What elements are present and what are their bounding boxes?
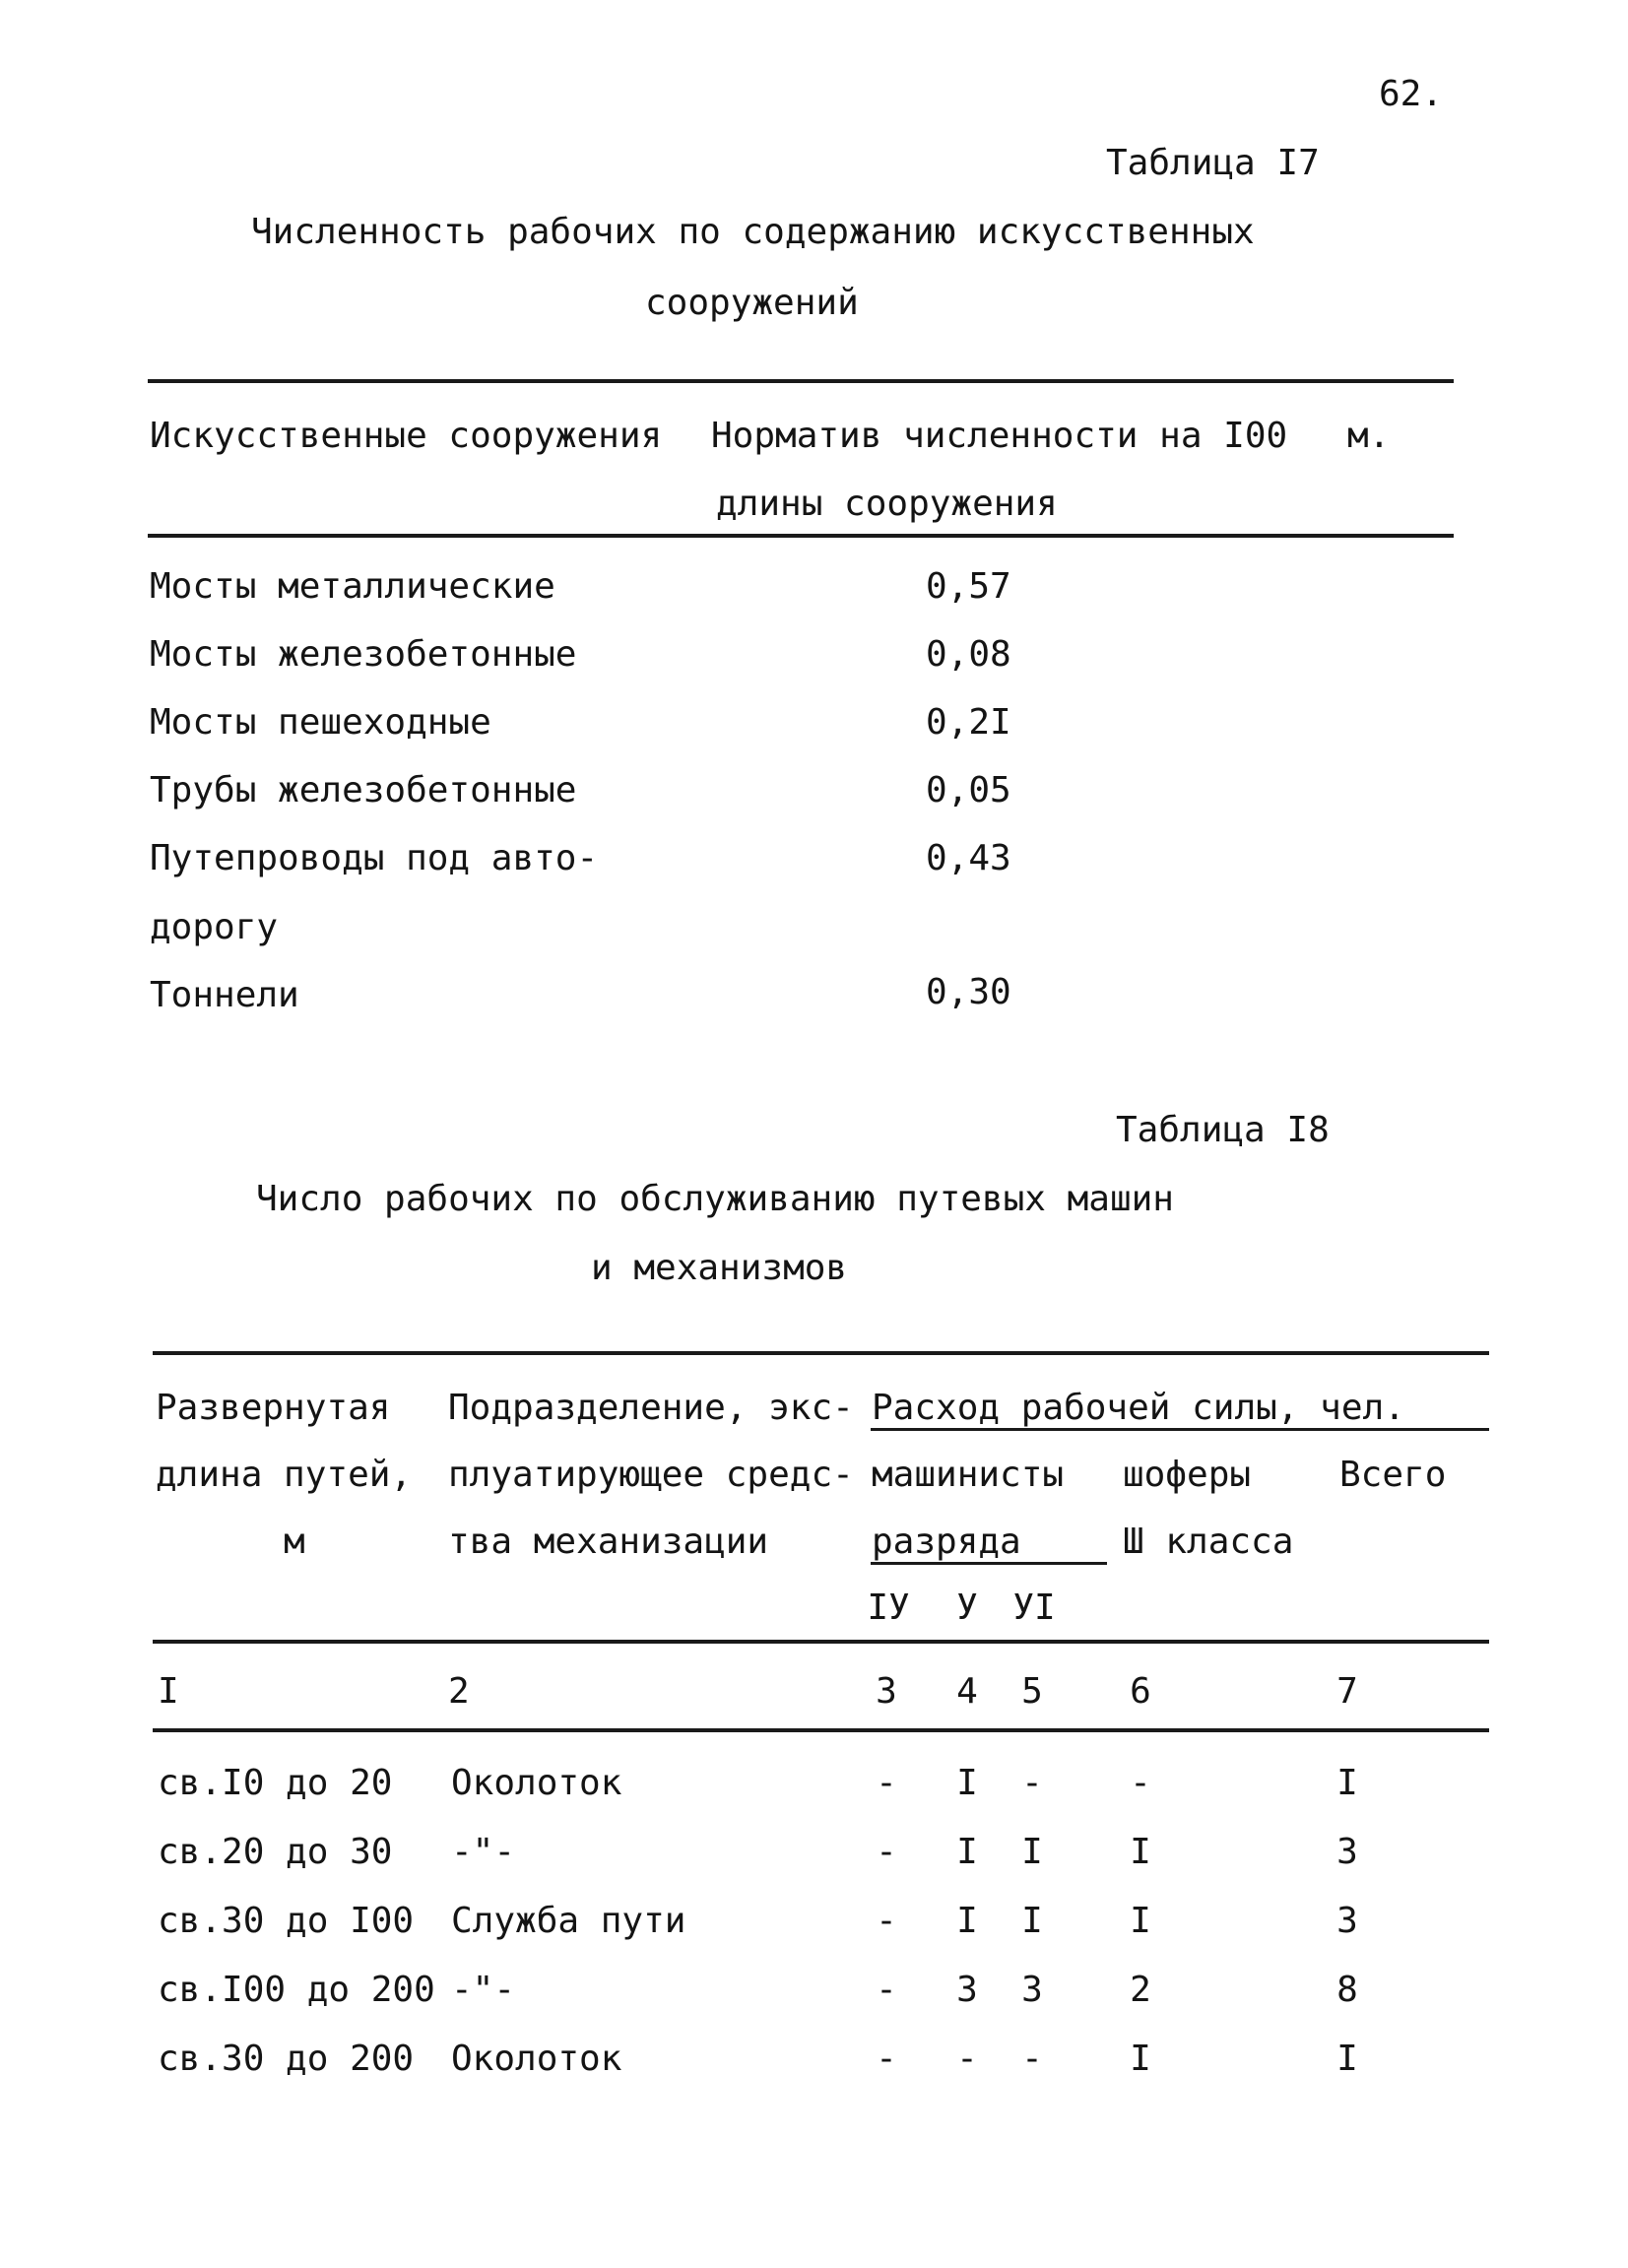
rank-6-count: - [1021, 2039, 1043, 2079]
subdivision: -"- [451, 1832, 516, 1872]
table-17-top-rule [148, 379, 1454, 383]
total-count: I [1336, 1763, 1358, 1803]
structure-name: Тоннели [150, 975, 299, 1015]
header-rank: разряда [872, 1522, 1021, 1562]
structure-value: 0,43 [926, 838, 1011, 878]
table-17-title-line1: Численность рабочих по содержанию искусственных [251, 212, 1255, 252]
structure-value: 0,30 [926, 972, 1011, 1012]
structure-value: 0,05 [926, 770, 1011, 810]
header-rank-underline [871, 1562, 1107, 1565]
rank-4-count: - [876, 1832, 897, 1872]
header-subdivision-line2: плуатирующее средс- [448, 1455, 854, 1495]
header-labor-group-underline [871, 1428, 1489, 1431]
subdivision: -"- [451, 1970, 516, 2010]
table-18-title-line2: и механизмов [591, 1248, 848, 1288]
column-number: 6 [1130, 1671, 1151, 1712]
total-count: I [1336, 2039, 1358, 2079]
rank-5-count: I [956, 1901, 978, 1941]
header-length-line1: Развернутая [156, 1388, 391, 1428]
subdivision: Служба пути [451, 1901, 686, 1941]
total-count: 8 [1336, 1970, 1358, 2010]
table-17-header-rule [148, 534, 1454, 538]
column-number: 7 [1336, 1671, 1358, 1712]
table-17-header-col2-line1: Норматив численности на I00 [711, 416, 1288, 456]
rank-4-count: - [876, 1763, 897, 1803]
header-rank-4: IУ [867, 1588, 910, 1628]
table-18-numbers-rule [153, 1728, 1489, 1732]
table-18-top-rule [153, 1351, 1489, 1355]
table-17-header-col1: Искусственные сооружения [150, 416, 663, 456]
rank-5-count: 3 [956, 1970, 978, 2010]
track-length: св.30 до 200 [158, 2039, 415, 2079]
rank-6-count: I [1021, 1832, 1043, 1872]
column-number: 4 [956, 1671, 978, 1712]
header-length-line2: длина путей, [156, 1455, 413, 1495]
structure-name: Путепроводы под авто- [150, 838, 599, 878]
structure-name: Мосты металлические [150, 566, 555, 607]
column-number: I [158, 1671, 179, 1712]
structure-name: Трубы железобетонные [150, 770, 577, 810]
drivers-count: I [1130, 1832, 1151, 1872]
track-length: св.30 до I00 [158, 1901, 415, 1941]
rank-4-count: - [876, 1901, 897, 1941]
table-18-title-line1: Число рабочих по обслуживанию путевых машин [256, 1179, 1174, 1219]
rank-6-count: - [1021, 1763, 1043, 1803]
structure-name: Мосты железобетонные [150, 634, 577, 675]
drivers-count: 2 [1130, 1970, 1151, 2010]
table-17-header-col2-unit: м. [1347, 416, 1391, 456]
header-subdivision-line1: Подразделение, экс- [448, 1388, 854, 1428]
subdivision: Околоток [451, 2039, 622, 2079]
rank-4-count: - [876, 2039, 897, 2079]
column-number: 2 [448, 1671, 470, 1712]
structure-name-continuation: дорогу [150, 907, 279, 947]
drivers-count: I [1130, 2039, 1151, 2079]
drivers-count: - [1130, 1763, 1151, 1803]
table-17-title-line2: сооружений [645, 283, 859, 323]
structure-value: 0,2I [926, 702, 1011, 743]
rank-6-count: I [1021, 1901, 1043, 1941]
rank-5-count: I [956, 1832, 978, 1872]
structure-value: 0,08 [926, 634, 1011, 675]
header-machinists: машинисты [872, 1455, 1065, 1495]
header-drivers-class: Ш класса [1123, 1522, 1294, 1562]
rank-5-count: I [956, 1763, 978, 1803]
total-count: 3 [1336, 1832, 1358, 1872]
drivers-count: I [1130, 1901, 1151, 1941]
track-length: св.I00 до 200 [158, 1970, 435, 2010]
table-18-label: Таблица I8 [1116, 1110, 1330, 1150]
header-length-unit: м [284, 1522, 305, 1562]
track-length: св.20 до 30 [158, 1832, 393, 1872]
rank-5-count: - [956, 2039, 978, 2079]
header-labor-group: Расход рабочей силы, чел. [872, 1388, 1405, 1428]
table-18-header-rule [153, 1640, 1489, 1644]
column-number: 3 [876, 1671, 897, 1712]
column-number: 5 [1021, 1671, 1043, 1712]
structure-value: 0,57 [926, 566, 1011, 607]
table-17-header-col2-line2: длины сооружения [716, 484, 1058, 524]
header-drivers: шоферы [1123, 1455, 1252, 1495]
rank-6-count: 3 [1021, 1970, 1043, 2010]
structure-name: Мосты пешеходные [150, 702, 491, 743]
table-17-label: Таблица I7 [1106, 143, 1320, 183]
subdivision: Околоток [451, 1763, 622, 1803]
header-subdivision-line3: тва механизации [448, 1522, 769, 1562]
header-total: Всего [1339, 1455, 1447, 1495]
header-rank-6: УI [1012, 1588, 1056, 1628]
page-number: 62. [1379, 74, 1444, 114]
total-count: 3 [1336, 1901, 1358, 1941]
header-rank-5: У [956, 1588, 978, 1628]
track-length: св.I0 до 20 [158, 1763, 393, 1803]
rank-4-count: - [876, 1970, 897, 2010]
